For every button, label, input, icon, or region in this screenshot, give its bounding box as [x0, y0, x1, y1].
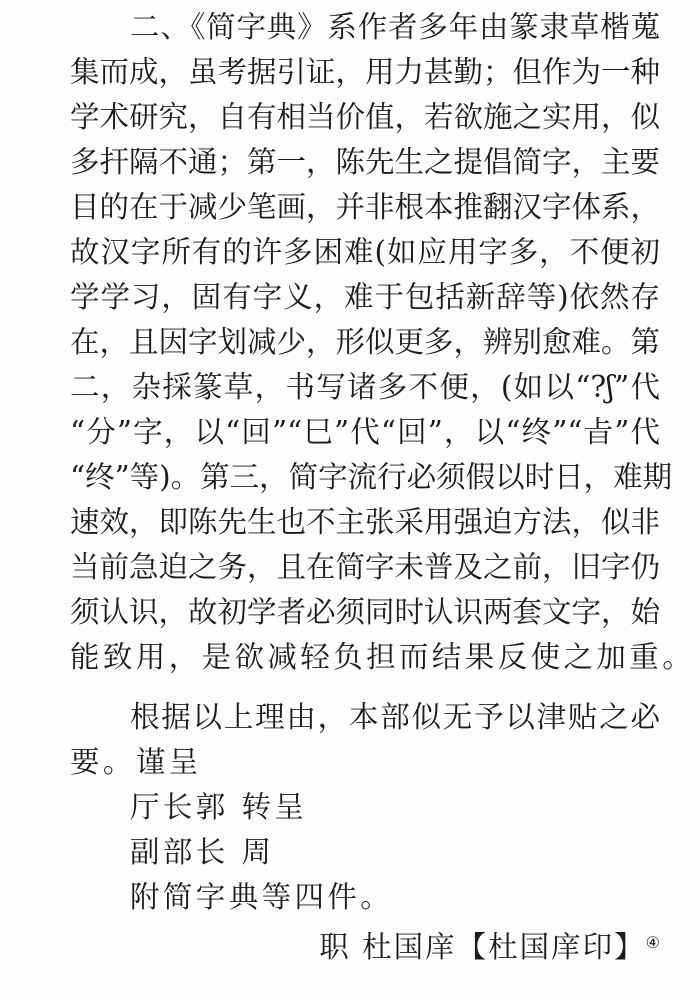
- body-line-3: 学术研究，自有相当价值，若欲施之实用，似: [70, 100, 661, 134]
- attachment-line: 附简字典等四件。: [130, 880, 394, 914]
- body-line-10: “分”字，以“回”“巳”代“回”，以“终”“㫖”代: [70, 415, 660, 449]
- signature-line: [319, 924, 660, 970]
- body-line-5: 目的在于减少笔画，并非根本推翻汉字体系，: [70, 190, 661, 224]
- body-line-7: 学学习，固有字义，难于包括新辞等)依然存: [70, 280, 660, 314]
- body-line-11: “终”等)。第三，简字流行必须假以时日，难期: [70, 460, 673, 494]
- body-line-2: 集而成，虽考据引证，用力甚勤；但作为一种: [70, 55, 661, 89]
- body-line-8: 在，且因字划减少，形似更多，辨别愈难。第: [70, 325, 661, 359]
- body-line-14: 须认识，故初学者必须同时认识两套文字，始: [70, 595, 661, 629]
- body-line-6: 故汉字所有的许多困难(如应用字多，不便初: [70, 235, 660, 269]
- recipient-line-2: 副部长 周: [130, 835, 275, 869]
- body-line-12: 速效，即陈先生也不主张采用强迫方法，似非: [70, 505, 661, 539]
- body-line-9: 二，杂採篆草，书写诸多不便，(如以“?ʃ”代: [70, 370, 660, 404]
- body-line-4: 多扞隔不通；第一，陈先生之提倡简字，主要: [70, 145, 661, 179]
- conclusion-line-2: 要。谨呈: [70, 745, 202, 779]
- conclusion-line-1: 根据以上理由，本部似无予以津贴之必: [130, 700, 660, 734]
- body-line-15: 能致用，是欲减轻负担而结果反使之加重。: [70, 640, 696, 674]
- body-line-13: 当前急迫之务，且在简字未普及之前，旧字仍: [70, 550, 661, 584]
- recipient-line-1: 厅长郭 转呈: [130, 790, 308, 824]
- footnote-marker: ④: [645, 933, 660, 952]
- signature-text: 职 杜国庠【杜国庠印】: [319, 930, 646, 964]
- body-line-1: 二、《简字典》系作者多年由篆隶草楷蒐: [130, 10, 660, 44]
